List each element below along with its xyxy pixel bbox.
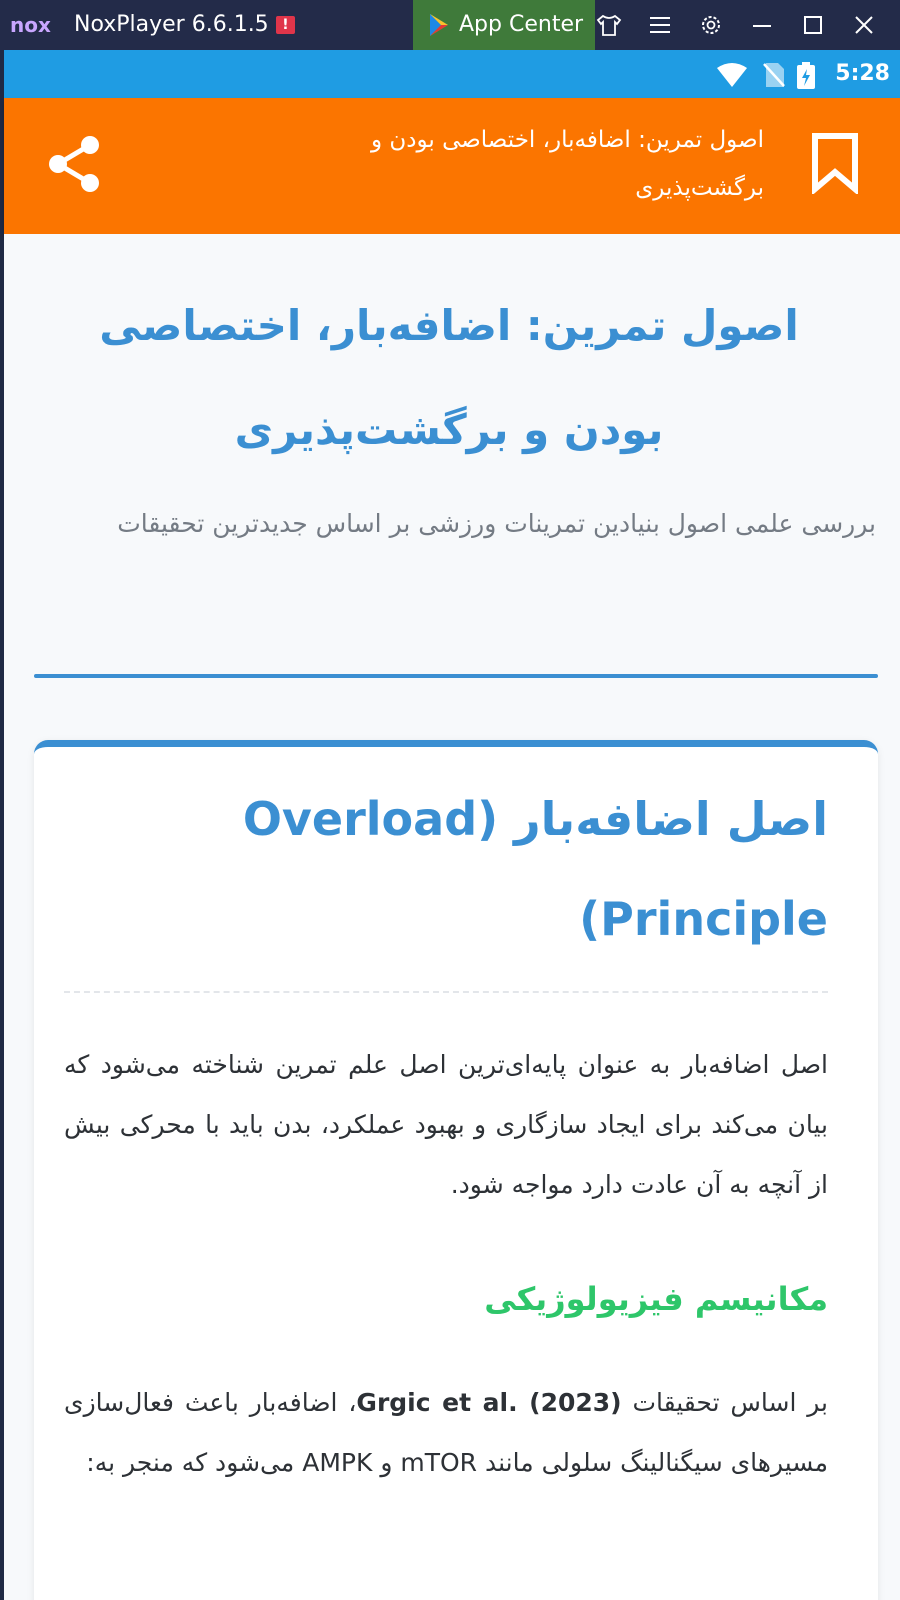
shirt-icon[interactable] (594, 10, 624, 40)
close-icon[interactable] (849, 10, 879, 40)
menu-icon[interactable] (645, 10, 675, 40)
title-divider (34, 674, 878, 678)
emulator-title: NoxPlayer 6.6.1.5 (74, 12, 269, 37)
section-card (34, 740, 878, 1600)
minimize-icon[interactable] (747, 10, 777, 40)
emulator-title-bar (0, 0, 900, 50)
mechanism-paragraph (64, 1373, 828, 1493)
article-content[interactable] (4, 234, 900, 1600)
section-intro: اصل اضافه‌بار به عنوان پایه‌ای‌ترین اصل علم تمرین شناخته می‌شود که بیان می‌کند برای ایجاد سازگاری و بهبود عملکرد، بدن باید با محرکی بیش از آنچه به آن عادت دارد مواجه شود. (64, 1050, 828, 1199)
svg-text:nox: nox (10, 13, 51, 37)
wifi-icon (716, 62, 748, 88)
no-sim-icon (762, 62, 786, 88)
page-title: اصول تمرین: اضافه‌بار، اختصاصی بودن و برگشت‌پذیری (99, 301, 799, 454)
app-center-label: App Center (459, 12, 584, 37)
app-header (4, 98, 900, 234)
android-status-bar (4, 50, 900, 98)
alert-badge[interactable]: ! (276, 16, 295, 34)
page-subtitle: بررسی علمی اصول بنیادین تمرینات ورزشی بر اساس جدیدترین تحقیقات (117, 509, 876, 538)
header-title: اصول تمرین: اضافه‌بار، اختصاصی بودن و برگشت‌پذیری (370, 127, 764, 201)
status-time: 5:28 (835, 61, 890, 86)
battery-charging-icon (796, 62, 816, 90)
bookmark-icon[interactable] (810, 132, 860, 194)
section-title: اصل اضافه‌بار (Overload Principle) (242, 792, 828, 946)
mechanism-text-before: بر اساس تحقیقات (621, 1388, 828, 1417)
section-divider (64, 991, 828, 993)
nox-logo (10, 12, 64, 38)
app-center-button[interactable] (413, 0, 595, 50)
mechanism-text-after: ، اضافه‌بار باعث فعال‌سازی مسیرهای سیگنالینگ سلولی مانند mTOR و AMPK می‌شود که منجر به: (64, 1388, 828, 1477)
share-icon[interactable] (46, 134, 102, 194)
mechanism-citation: Grgic et al. (2023) (356, 1388, 622, 1417)
maximize-icon[interactable] (798, 10, 828, 40)
section-subheading: مکانیسم فیزیولوژیکی (484, 1280, 828, 1318)
play-store-icon (428, 13, 450, 37)
gear-icon[interactable] (696, 10, 726, 40)
